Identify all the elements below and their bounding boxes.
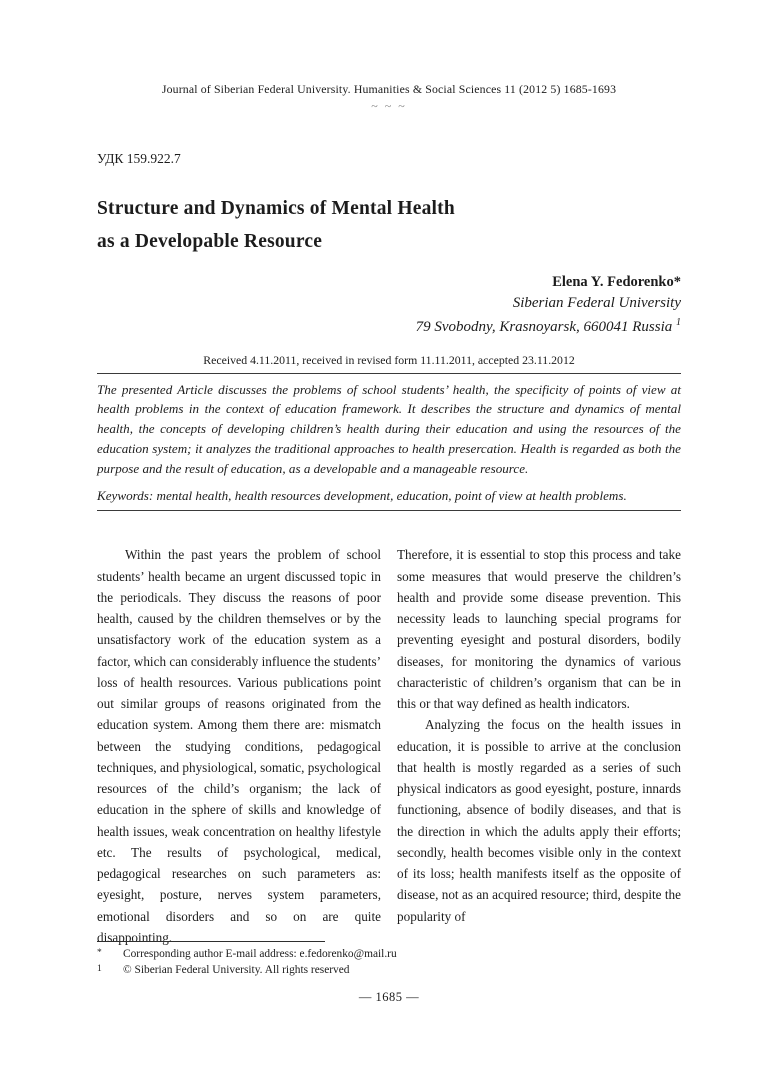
author-address-text: 79 Svobodny, Krasnoyarsk, 660041 Russia	[415, 319, 676, 335]
journal-header: Journal of Siberian Federal University. Humanities & Social Sciences 11 (2012 5) 1685-1693	[161, 82, 617, 96]
received-dates: Received 4.11.2011, received in revised form 11.11.2011, accepted 23.11.2012	[203, 352, 575, 367]
footnote-rule	[97, 941, 325, 942]
article-title-line2: as a Developable Resource	[97, 231, 323, 252]
abstract-text: The presented Article discusses the problems of school students’ health, the specificity of points of view at health problems in the context of education framework. It describes the structure and dynamics of mental health, the concepts of developing children’s health during their education and using the resources of the education system; it analyzes the traditional approaches to health presercation. Health is regarded as both the purpose and the result of education, as a developable and a manageable resource.	[97, 381, 681, 476]
abstract-bottom-rule	[97, 510, 681, 511]
body-column-left	[97, 544, 381, 948]
author-name: Elena Y. Fedorenko*	[552, 274, 681, 290]
author-affiliation: Siberian Federal University	[512, 294, 681, 311]
udc-code: УДК 159.922.7	[97, 151, 181, 166]
author-address	[97, 313, 681, 338]
abstract-top-rule	[97, 373, 681, 374]
tilde-ornament: ~ ~ ~	[371, 99, 407, 113]
body-column-right	[397, 544, 681, 948]
page-footer	[97, 941, 681, 1005]
footnote-text: Corresponding author E-mail address: e.fedorenko@mail.ru	[123, 948, 397, 960]
keywords-line: Keywords: mental health, health resources development, education, point of view at health problems.	[97, 488, 627, 504]
footnote-marker-one: 1	[97, 964, 102, 974]
page-content	[97, 0, 681, 948]
body-paragraph: Therefore, it is essential to stop this process and take some measures that would preserve the children’s health and provide some disease prevention. This necessity leads to launching special programs for preventing eyesight and postural disorders, bodily diseases, for monitoring the dynamics of various characteristic of children’s organism that can be in this or that way defined as health indicators.	[397, 547, 681, 712]
article-title-line1: Structure and Dynamics of Mental Health	[97, 198, 455, 219]
body-paragraph: Within the past years the problem of school students’ health became an urgent discussed topic in the periodicals. They discuss the reasons of poor health, caused by the children themselves or by the unsatisfactory work of the education system as a factor, which can considerably influence the students’ loss of health resources. Various publications point out similar groups of reasons originated from the education system. Among them there are: mismatch between the studying conditions, pedagogical techniques, and physiological, somatic, psychological resources of the child’s organism; the lack of education in the sphere of skills and knowledge of health issues, weak concentration on healthy lifestyle etc. The results of psychological, medical, pedagogical researches on such parameters as: eyesight, posture, nerves system parameters, emotional disorders and so on are quite disappointing.	[97, 547, 381, 945]
footnote-copyright	[97, 962, 681, 978]
footnote-text: © Siberian Federal University. All rights reserved	[123, 964, 350, 976]
page-number: — 1685 —	[358, 990, 420, 1004]
body-columns	[97, 544, 681, 948]
article-title	[97, 192, 681, 258]
author-block	[97, 272, 681, 338]
footnote-marker-asterisk: *	[97, 948, 102, 958]
address-footnote-mark: 1	[676, 317, 681, 328]
body-paragraph: Analyzing the focus on the health issues in education, it is possible to arrive at the conclusion that health is mostly regarded as a series of such physical indicators as good eyesight, posture, innards functioning, absence of bodily diseases, and that is the direction in which the adults apply their efforts; secondly, health becomes visible only in the context of its loss; health manifests itself as the opposite of disease, not as an acquired resource; third, despite the popularity of	[397, 717, 681, 924]
footnote-corresponding-author	[97, 946, 681, 962]
